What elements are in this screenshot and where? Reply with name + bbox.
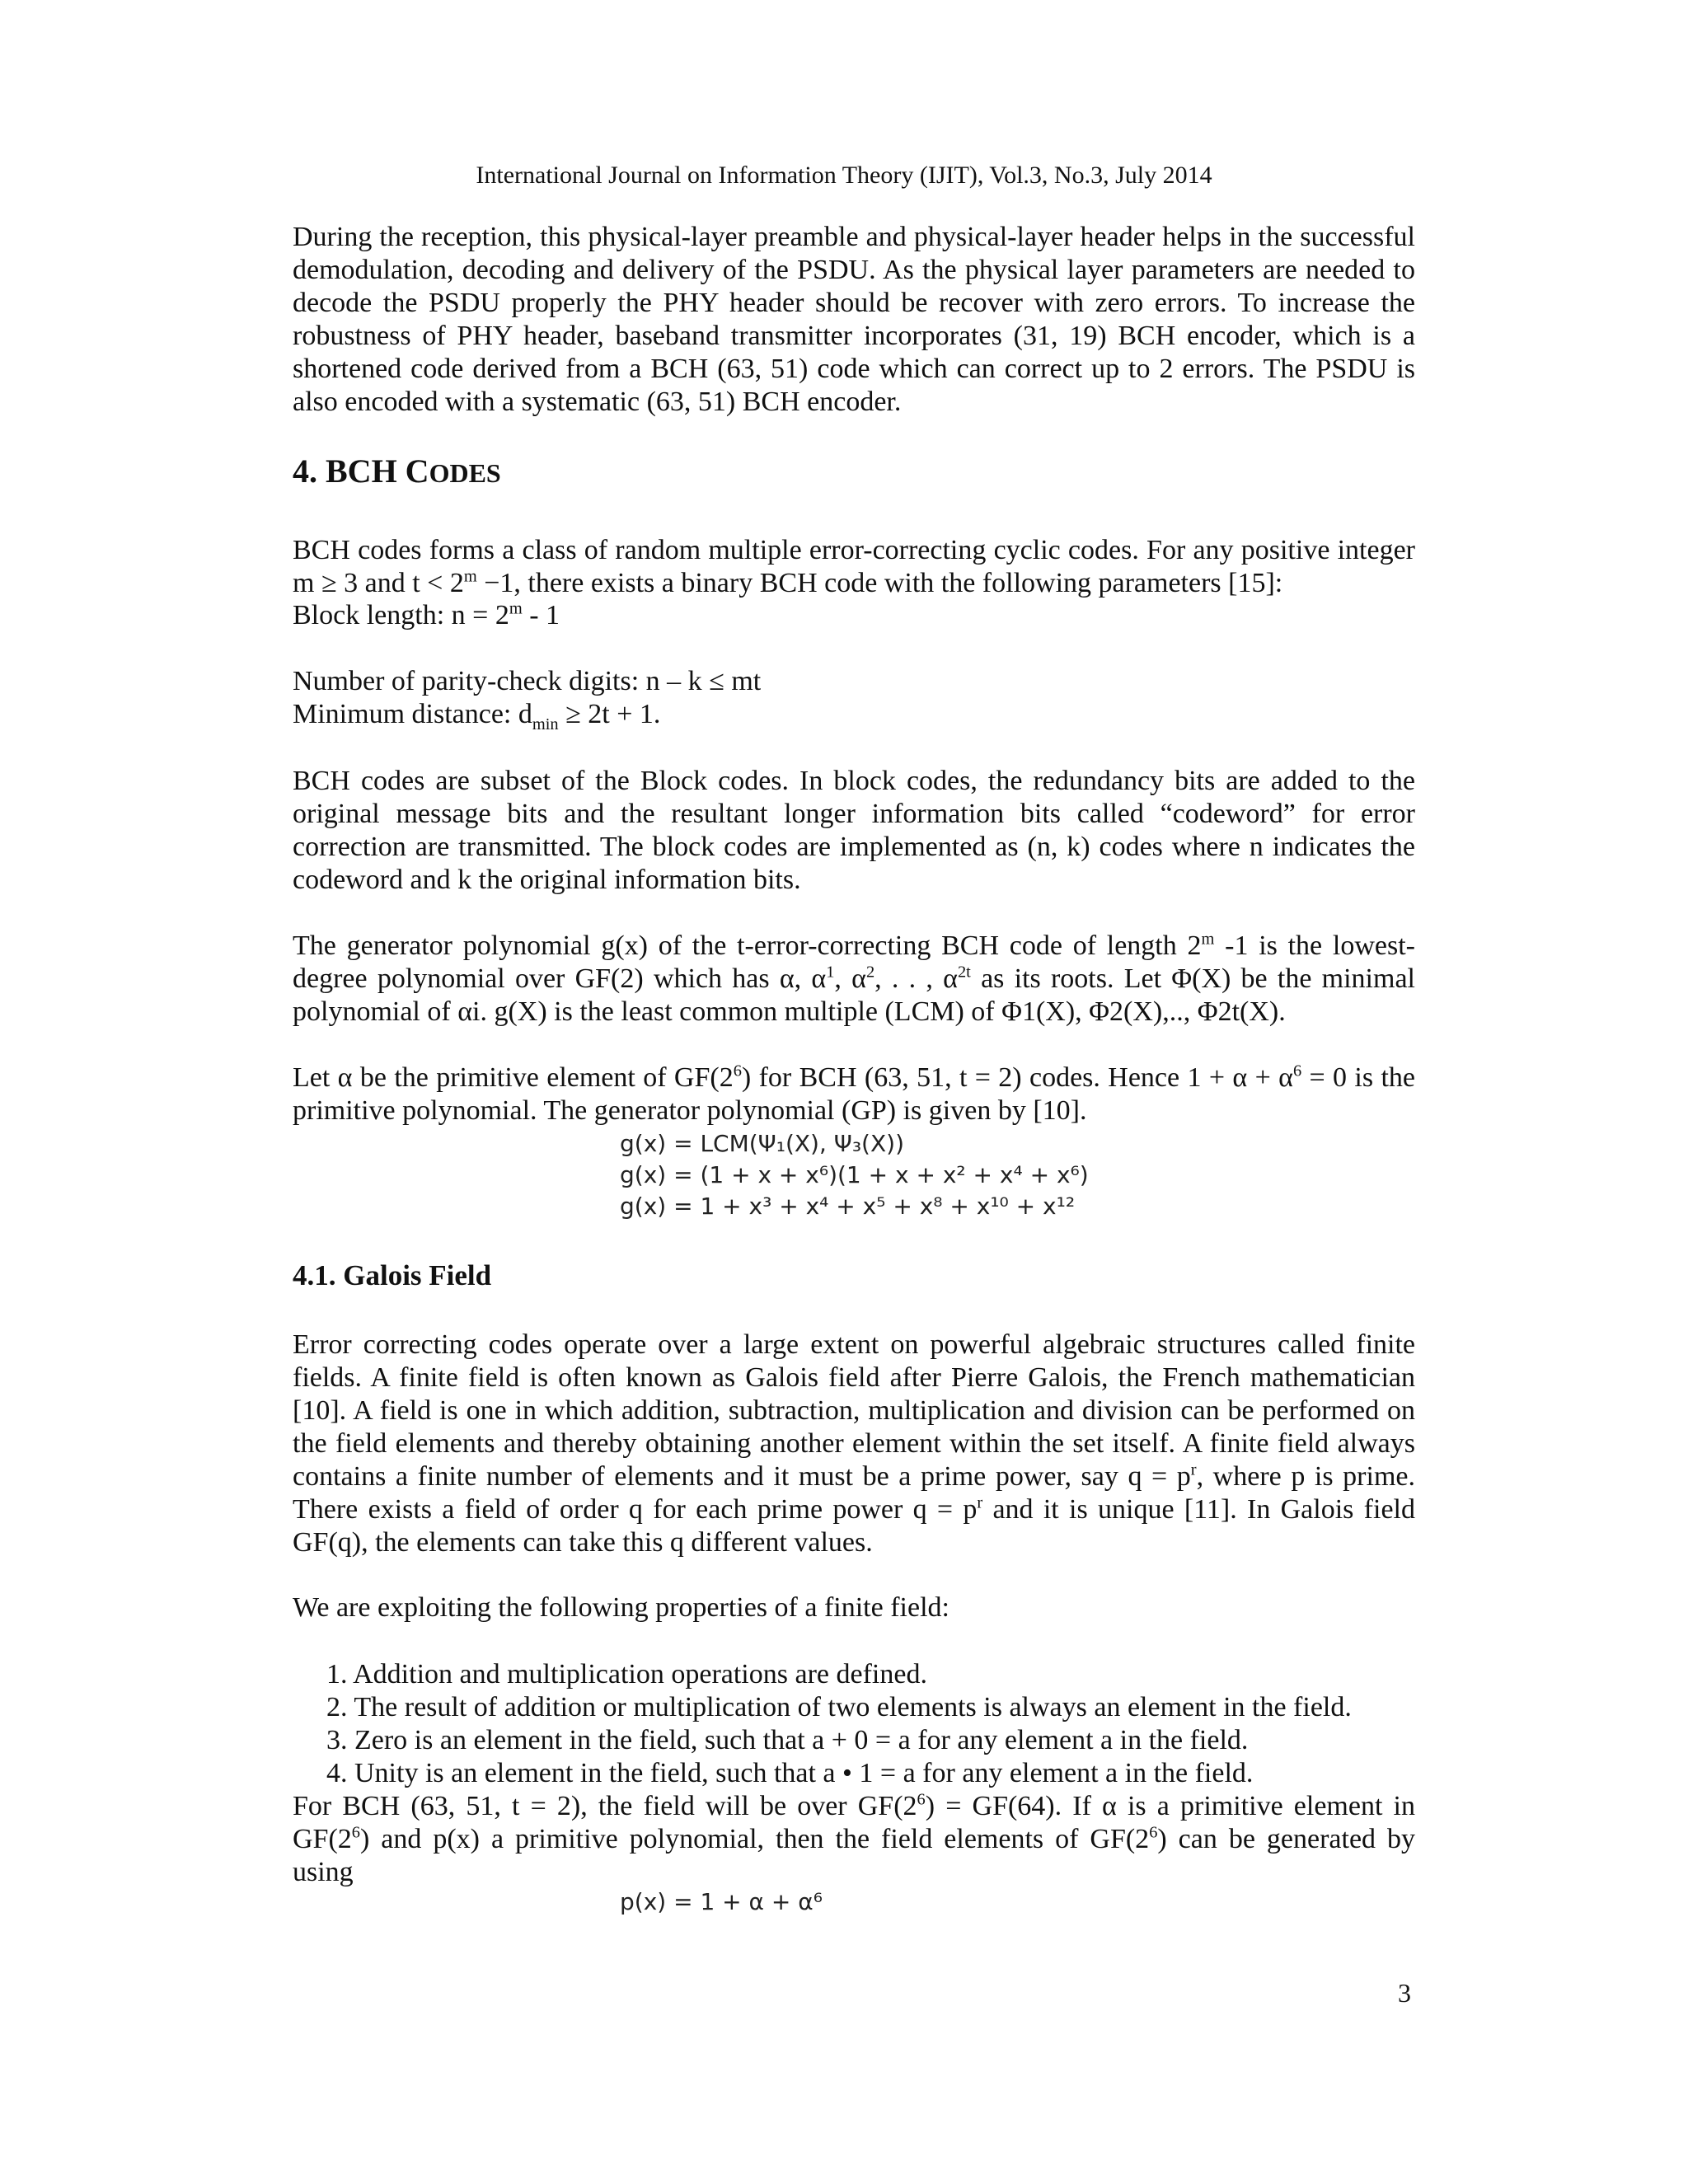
- section-4-heading: [293, 452, 501, 490]
- generator-polynomial-paragraph: The generator polynomial g(x) of the t-error-correcting BCH code of length 2$^m$ -1 is the lowest-degree polynomial over GF(2) which has α, $\alpha^1$, $\alpha^2$, . . , $\alpha^{2t}$ as its roots. Let Φ(X) be the minimal polynomial of αi. g(X) is the least common multiple (LCM) of Φ1(X), Φ2(X),.., Φ2t(X).: [293, 930, 1415, 1027]
- block-codes-paragraph: BCH codes are subset of the Block codes. In block codes, the redundancy bits are added to the original message bits and the resultant longer information bits called “codeword” for error correction are transmitted. The block codes are implemented as (n, k) codes where n indicates the codeword and k the original information bits.: [293, 766, 1415, 895]
- list-item: 1. Addition and multiplication operations are defined.: [326, 1659, 927, 1690]
- equation-px: p(x) = 1 + α + α⁶: [620, 1888, 823, 1915]
- page-number: 3: [1398, 1978, 1411, 2008]
- running-header: International Journal on Information Theory (IJIT), Vol.3, No.3, July 2014: [476, 162, 1212, 189]
- equation-gx-product: g(x) = (1 + x + x⁶)(1 + x + x² + x⁴ + x⁶): [620, 1161, 1089, 1188]
- list-item: 3. Zero is an element in the field, such that a + 0 = a for any element a in the field.: [326, 1725, 1249, 1755]
- properties-list: [326, 1658, 1352, 1790]
- bch-intro-paragraph: BCH codes forms a class of random multiple error-correcting cyclic codes. For any positive integer m ≥ 3 and $t < 2^m -1$, there exists a binary BCH code with the following parameters [15]:: [293, 535, 1415, 598]
- block-length-line: Block length: $n = 2^m - 1$: [293, 599, 560, 630]
- intro-paragraph: During the reception, this physical-layer preamble and physical-layer header helps in the successful demodulation, decoding and delivery of the PSDU. As the physical layer parameters are needed to decode the PSDU properly the PHY header should be recover with zero errors. To increase the robustness of PHY header, baseband transmitter incorporates (31, 19) BCH encoder, which is a shortened code derived from a BCH (63, 51) code which can correct up to 2 errors. The PSDU is also encoded with a systematic (63, 51) BCH encoder.: [293, 222, 1415, 417]
- section-4-title-lead: BCH C: [326, 452, 429, 490]
- section-4-1-heading: 4.1. Galois Field: [293, 1259, 492, 1291]
- galois-field-paragraph: Error correcting codes operate over a large extent on powerful algebraic structures called finite fields. A finite field is often known as Galois field after Pierre Galois, the French mathematician [10]. A field is one in which addition, subtraction, multiplication and division can be performed on the field elements and thereby obtaining another element within the set itself. A finite field always contains a finite number of elements and it must be a prime power, say $q = p^r$, where p is prime. There exists a field of order q for each prime power $q = p^r$ and it is unique [11]. In Galois field GF(q), the elements can take this q different values.: [293, 1329, 1415, 1558]
- properties-intro-line: We are exploiting the following properties of a finite field:: [293, 1592, 950, 1623]
- section-4-title-rest: ODES: [429, 458, 501, 488]
- field-generation-paragraph: For BCH (63, 51, t = 2), the field will be over $GF(2^6) = GF(64)$. If α is a primitive element in $GF(2^6)$ and p(x) a primitive polynomial, then the field elements of $GF(2^6)$ can be generated by using: [293, 1790, 1416, 1887]
- list-item: 2. The result of addition or multiplication of two elements is always an element in the field.: [326, 1692, 1352, 1722]
- list-item: 4. Unity is an element in the field, such that a • 1 = a for any element a in the field.: [326, 1758, 1254, 1788]
- minimum-distance-line: Minimum distance: $d_{min} \ge 2t + 1$.: [293, 699, 661, 733]
- section-4-number: 4.: [293, 452, 317, 490]
- primitive-element-paragraph: Let α be the primitive element of $GF(2^6)$ for BCH (63, 51, t = 2) codes. Hence $1 + \alpha + \alpha^6 = 0$ is the primitive polynomial. The generator polynomial (GP) is given by [10].: [293, 1062, 1416, 1126]
- equation-gx-lcm: g(x) = LCM(Ψ₁(X), Ψ₃(X)): [620, 1130, 904, 1157]
- parity-check-line: Number of parity-check digits: n – k ≤ mt: [293, 666, 762, 696]
- equation-gx-expanded: g(x) = 1 + x³ + x⁴ + x⁵ + x⁸ + x¹⁰ + x¹²: [620, 1193, 1076, 1220]
